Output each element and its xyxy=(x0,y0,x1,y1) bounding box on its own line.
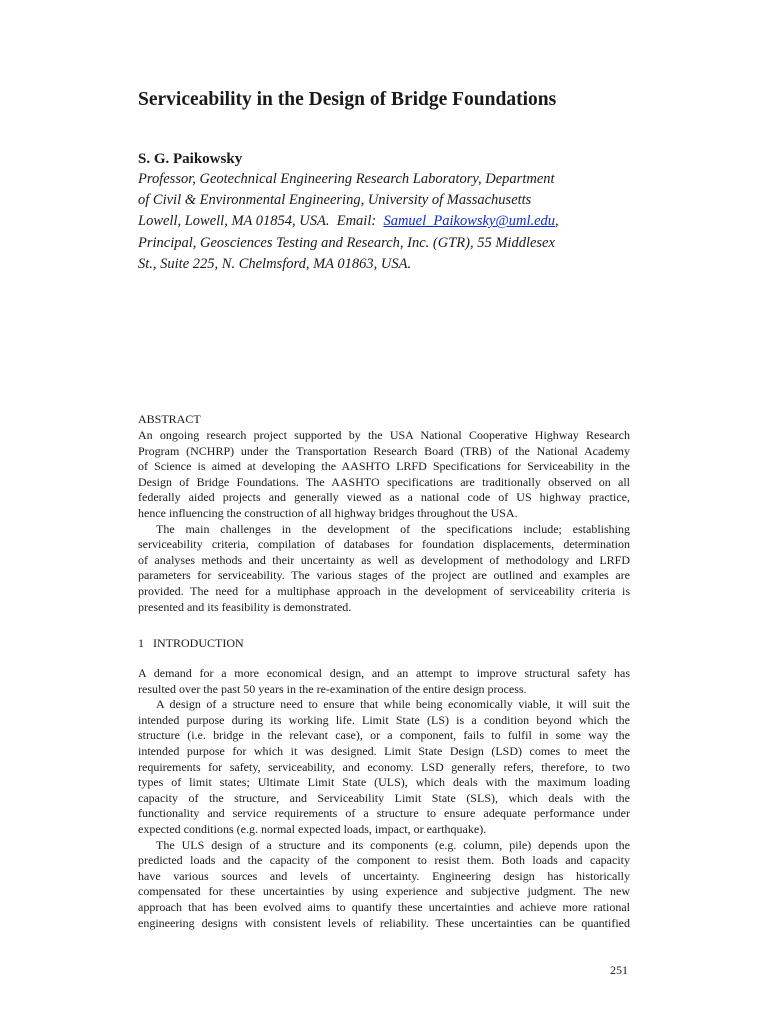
abstract-line: federally aided projects and generally viewed as a national code of US highway practice, xyxy=(138,490,630,505)
intro-line: intended purpose for which it was designed. Limit State Design (LSD) comes to meet the xyxy=(138,743,630,758)
affiliation-line: St., Suite 225, N. Chelmsford, MA 01863, USA. xyxy=(138,255,412,272)
intro-line: A design of a structure need to ensure that while being economically viable, it will suit the xyxy=(156,697,630,712)
intro-line: A demand for a more economical design, and an attempt to improve structural safety has xyxy=(138,666,630,680)
abstract-line: The main challenges in the development of the specifications include; establishing xyxy=(156,521,630,536)
abstract-heading: ABSTRACT xyxy=(138,412,201,426)
intro-line: compensated for these uncertainties by using experience and subjective judgment. The new xyxy=(138,884,630,899)
intro-line: resulted over the past 50 years in the re-examination of the entire design process. xyxy=(138,681,527,696)
abstract-line: provided. The need for a multiphase approach in the development of serviceability criteria is xyxy=(138,583,630,598)
section-title: INTRODUCTION xyxy=(153,636,244,650)
abstract-line: serviceability criteria, compilation of databases for foundation displacements, determination xyxy=(138,537,630,552)
abstract-body xyxy=(138,428,630,615)
affiliation-line: of Civil & Environmental Engineering, University of Massachusetts xyxy=(138,192,532,209)
affiliation-line xyxy=(138,211,638,232)
abstract-line: presented and its feasibility is demonstrated. xyxy=(138,599,352,614)
intro-line: capacity of the structure, and Serviceability Limit State (SLS), which deals with the xyxy=(138,790,630,805)
intro-line: predicted loads and the capacity of the component to resist them. Both loads and capacity xyxy=(138,853,630,868)
abstract-line: of analyses methods and their uncertainty as well as development of methodology and LRFD xyxy=(138,552,630,567)
intro-line: engineering designs with consistent levels of reliability. These uncertainties can be quantified xyxy=(138,915,630,930)
affiliation-line-text: Lowell, Lowell, MA 01854, USA. Email: xyxy=(138,213,384,230)
intro-line: approach that has been evolved aims to quantify these uncertainties and achieve more rational xyxy=(138,899,630,914)
introduction-body xyxy=(138,666,630,931)
abstract-line: hence influencing the construction of all highway bridges throughout the USA. xyxy=(138,505,518,520)
intro-line: The ULS design of a structure and its components (e.g. column, pile) depends upon the xyxy=(156,837,630,852)
intro-line: structure (i.e. bridge in the relevant case), or a component, fails to fulfil in some way the xyxy=(138,728,630,743)
intro-line: intended purpose during its working life. Limit State (LS) is a condition beyond which the xyxy=(138,712,630,727)
affiliation-line-text: , xyxy=(555,213,559,230)
intro-line: have various sources and levels of uncertainty. Engineering design has historically xyxy=(138,868,630,883)
intro-line: types of limit states; Ultimate Limit State (ULS), which deals with the maximum loading xyxy=(138,775,630,790)
section-number: 1 xyxy=(138,636,144,650)
abstract-line: Design of Bridge Foundations. The AASHTO specifications are traditionally observed on all xyxy=(138,474,630,489)
intro-line: expected conditions (e.g. normal expected loads, impact, or earthquake). xyxy=(138,821,487,836)
intro-line: requirements for safety, serviceability, and economy. LSD generally refers, therefore, to two xyxy=(138,759,630,774)
abstract-line: of Science is aimed at developing the AASHTO LRFD Specifications for Serviceability in the xyxy=(138,459,630,474)
affiliation-line: Professor, Geotechnical Engineering Research Laboratory, Department xyxy=(138,171,555,187)
abstract-line: parameters for serviceability. The various stages of the project are outlined and examples are xyxy=(138,568,630,583)
author-name: S. G. Paikowsky xyxy=(138,151,243,167)
page-number: 251 xyxy=(610,963,628,977)
abstract-line: Program (NCHRP) under the Transportation Research Board (TRB) of the National Academy xyxy=(138,443,630,458)
abstract-line: An ongoing research project supported by the USA National Cooperative Highway Research xyxy=(138,428,630,442)
paper-title: Serviceability in the Design of Bridge Foundations xyxy=(138,89,557,110)
email-link[interactable]: Samuel_Paikowsky@uml.edu xyxy=(383,213,556,230)
section-heading xyxy=(138,636,244,652)
intro-line: functionality and service requirements of a structure to ensure adequate performance under xyxy=(138,806,630,821)
author-affiliation xyxy=(138,169,638,275)
affiliation-line: Principal, Geosciences Testing and Research, Inc. (GTR), 55 Middlesex xyxy=(138,234,555,251)
